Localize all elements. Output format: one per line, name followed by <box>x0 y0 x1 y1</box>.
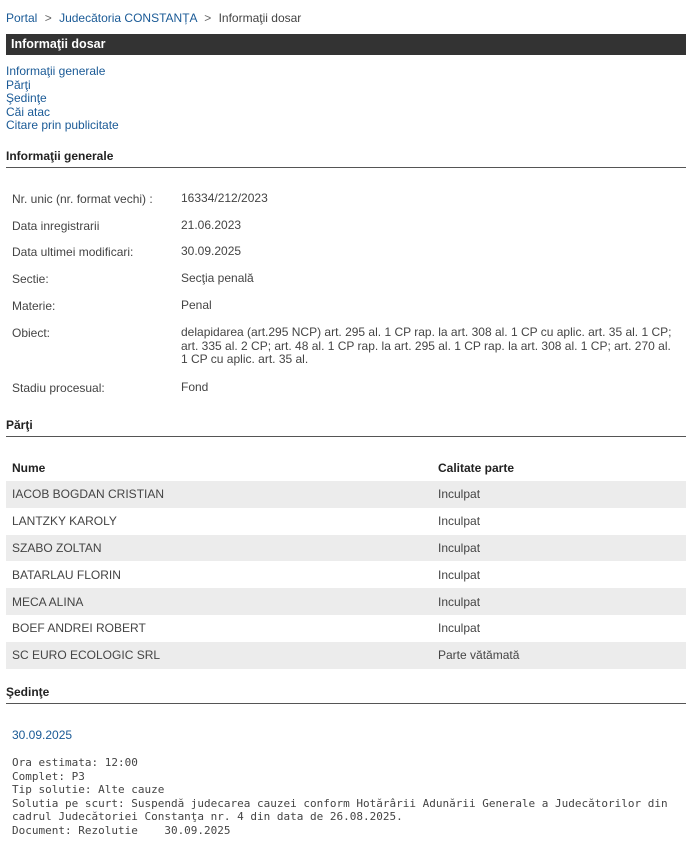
parti-table <box>6 455 686 669</box>
party-name: BOEF ANDREI ROBERT <box>12 621 146 636</box>
info-value: delapidarea (art.295 NCP) art. 295 al. 1 CP rap. la art. 308 al. 1 CP cu aplic. art. 35 al. 1 CP; art. 335 al. 2 CP; art. 48 al. 1 CP rap. la art. 295 al. 1 CP rap. la art. 308 al. 1 CP; art. 270 al. 1 CP cu aplic. art. 35 al. <box>181 325 672 366</box>
party-role: Inculpat <box>432 535 686 562</box>
nav-link-informatii-generale[interactable]: Informaţii generale <box>6 64 106 78</box>
breadcrumb-portal-link[interactable]: Portal <box>6 11 38 25</box>
sedinta-tip-solutie: Tip solutie: Alte cauze <box>12 783 165 796</box>
table-row <box>6 642 686 669</box>
breadcrumb-current: Informaţii dosar <box>218 11 302 25</box>
party-role: Inculpat <box>438 567 481 582</box>
table-header-row <box>6 455 686 481</box>
column-header-nume: Nume <box>12 461 46 475</box>
party-name: LANTZKY KAROLY <box>12 514 117 529</box>
info-label: Obiect: <box>12 326 51 340</box>
info-label: Sectie: <box>12 272 49 286</box>
sedinta-details <box>12 756 682 837</box>
sedinta-ora: Ora estimata: 12:00 <box>12 756 138 769</box>
section-title-parti: Părţi <box>6 418 686 437</box>
party-name: SC EURO ECOLOGIC SRL <box>6 642 432 669</box>
nav-link-citare-publicitate[interactable]: Citare prin publicitate <box>6 118 119 132</box>
table-row <box>6 508 686 535</box>
sedinta-complet: Complet: P3 <box>12 769 85 783</box>
section-title-informatii-generale: Informaţii generale <box>6 149 686 168</box>
party-name: SZABO ZOLTAN <box>6 535 432 562</box>
info-value: Secţia penală <box>181 271 254 285</box>
info-label: Data ultimei modificari: <box>12 245 134 259</box>
party-name: BATARLAU FLORIN <box>12 567 121 582</box>
table-row <box>6 588 686 615</box>
sedinta-document: Document: Rezolutie 30.09.2025 <box>12 823 231 837</box>
breadcrumb <box>6 11 301 25</box>
info-label: Nr. unic (nr. format vechi) : <box>12 192 153 206</box>
info-value: 21.06.2023 <box>181 218 242 232</box>
table-row <box>6 535 686 562</box>
nav-link-sedinte[interactable]: Şedinţe <box>6 91 47 105</box>
breadcrumb-court-link[interactable]: Judecătoria CONSTANȚA <box>59 11 197 25</box>
party-role: Inculpat <box>438 621 481 636</box>
table-row <box>6 561 686 588</box>
party-name: IACOB BOGDAN CRISTIAN <box>6 481 432 508</box>
sedinta-solutie-scurt: Solutia pe scurt: Suspendă judecarea cauzei conform Hotărârii Adunării Generale a Judecătorilor din cadrul Judecătoriei Constanţa nr. 4 din data de 26.08.2025. <box>12 796 668 823</box>
info-label: Stadiu procesual: <box>12 381 105 395</box>
section-title-sedinte: Şedinţe <box>6 685 686 704</box>
breadcrumb-separator: > <box>204 11 212 25</box>
section-nav <box>6 65 119 133</box>
info-label: Data inregistrarii <box>12 219 100 233</box>
table-row <box>6 481 686 508</box>
party-role: Inculpat <box>438 514 481 529</box>
info-value: 30.09.2025 <box>181 244 242 258</box>
party-role: Inculpat <box>432 481 686 508</box>
column-header-calitate: Calitate parte <box>438 461 515 475</box>
info-value: 16334/212/2023 <box>181 191 268 205</box>
nav-link-cai-atac[interactable]: Căi atac <box>6 104 51 119</box>
party-role: Inculpat <box>432 588 686 615</box>
party-name: MECA ALINA <box>6 588 432 615</box>
sedinta-date-link[interactable]: 30.09.2025 <box>12 728 73 742</box>
page-title: Informaţii dosar <box>11 37 106 51</box>
info-value: Fond <box>181 380 209 394</box>
nav-link-parti[interactable]: Părţi <box>6 77 31 92</box>
info-value: Penal <box>181 298 212 312</box>
party-role: Parte vătămată <box>432 642 686 669</box>
info-label: Materie: <box>12 299 56 313</box>
table-row <box>6 615 686 642</box>
page-title-bar <box>6 34 686 55</box>
breadcrumb-separator: > <box>44 11 52 25</box>
